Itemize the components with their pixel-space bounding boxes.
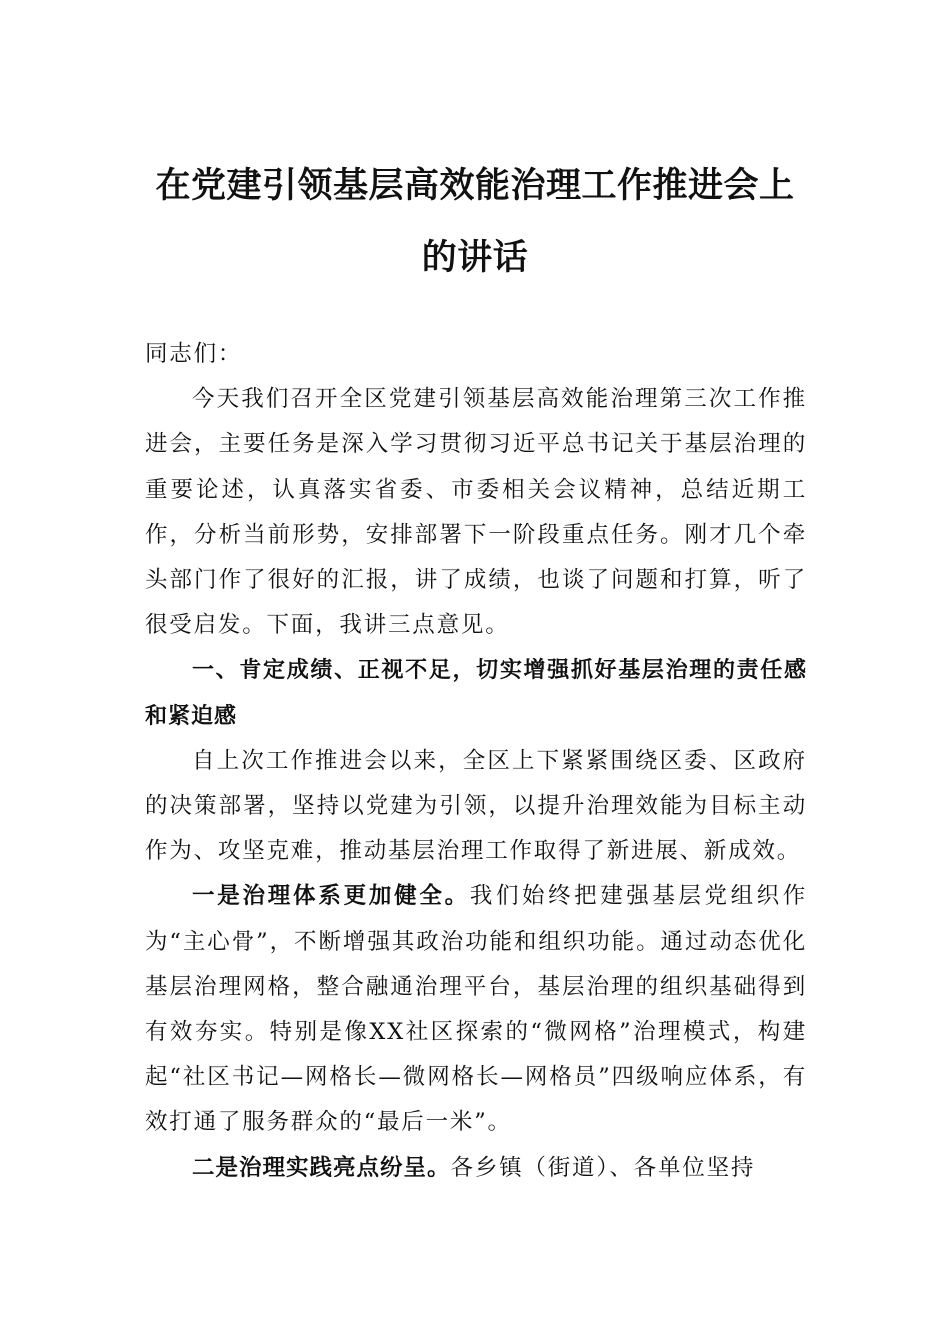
point-1-paragraph [145, 874, 807, 1145]
title-line-1: 在党建引领基层高效能治理工作推进会上 [155, 165, 795, 206]
section-1-intro: 自上次工作推进会以来，全区上下紧紧围绕区委、区政府的决策部署，坚持以党建为引领，以提升治理效能为目标主动作为、攻坚克难，推动基层治理工作取得了新进展、新成效。 [145, 747, 807, 865]
point-1-text: 我们始终把建强基层党组织作为“主心骨”，不断增强其政治功能和组织功能。通过动态优化基层治理网格，整合融通治理平台，基层治理的组织基础得到有效夯实。特别是像XX社区探索的“微网格”治理模式，构建起“社区书记—网格长—微网格长—网格员”四级响应体系，有效打通了服务群众的“最后一米”。 [145, 883, 807, 1136]
point-2-lead: 二是治理实践亮点纷呈。 [192, 1154, 451, 1181]
point-1-lead: 一是治理体系更加健全。 [192, 883, 470, 910]
document-body [145, 332, 807, 1191]
title-line-2: 的讲话 [421, 237, 529, 278]
document-title [145, 150, 805, 294]
salutation: 同志们： [145, 341, 243, 367]
point-2-text: 各乡镇（街道）、各单位坚持 [450, 1154, 756, 1181]
opening-paragraph: 今天我们召开全区党建引领基层高效能治理第三次工作推进会，主要任务是深入学习贯彻习近平总书记关于基层治理的重要论述，认真落实省委、市委相关会议精神，总结近期工作，分析当前形势，安排部署下一阶段重点任务。刚才几个牵头部门作了很好的汇报，讲了成绩，也谈了问题和打算，听了很受启发。下面，我讲三点意见。 [145, 386, 807, 639]
section-1-heading: 一、肯定成绩、正视不足，切实增强抓好基层治理的责任感和紧迫感 [145, 658, 807, 729]
point-2-paragraph [145, 1146, 807, 1191]
